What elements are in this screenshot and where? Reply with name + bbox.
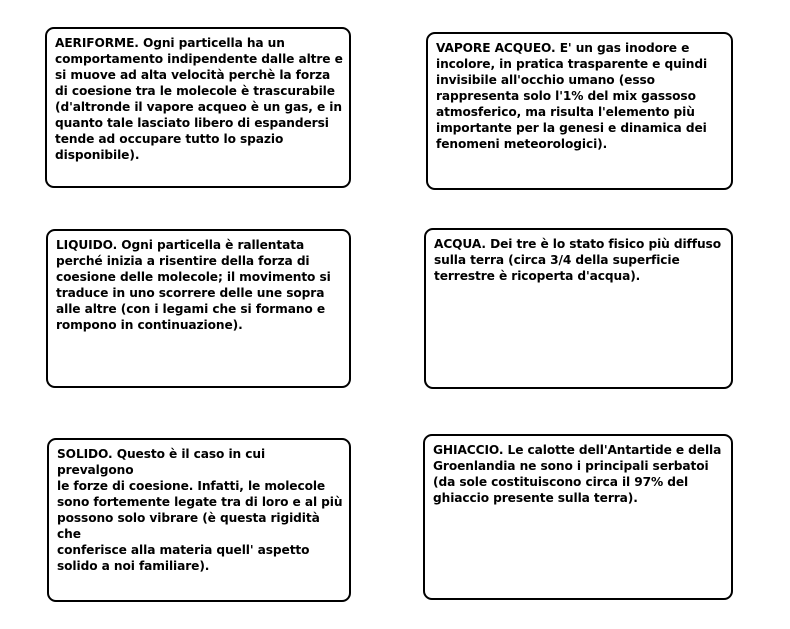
- solido-text: SOLIDO. Questo è il caso in cui prevalgono le forze di coesione. Infatti, le molecole sono fortemente legate tra di loro e al più possono solo vibrare (è questa rigidità che conferisce alla materia quell' aspetto solido a noi familiare).: [57, 447, 343, 573]
- ghiaccio-text: GHIACCIO. Le calotte dell'Antartide e della Groenlandia ne sono i principali serbatoi (da sole costituiscono circa il 97% del ghiaccio presente sulla terra).: [433, 443, 722, 505]
- solido-card: [47, 438, 351, 602]
- aeriforme-text: AERIFORME. Ogni particella ha un comportamento indipendente dalle altre e si muove ad alta velocità perchè la forza di coesione tra le molecole è trascurabile (d'altronde il vapore acqueo è un gas, e in quanto tale lasciato libero di espandersi tende ad occupare tutto lo spazio disponibile).: [55, 36, 343, 162]
- acqua-text: ACQUA. Dei tre è lo stato fisico più diffuso sulla terra (circa 3/4 della superficie terrestre è ricoperta d'acqua).: [434, 237, 721, 283]
- vapore-acqueo-card: [426, 32, 733, 190]
- vapore-acqueo-text: VAPORE ACQUEO. E' un gas inodore e incolore, in pratica trasparente e quindi invisibile all'occhio umano (esso rappresenta solo l'1% del mix gassoso atmosferico, ma risulta l'elemento più importante per la genesi e dinamica dei fenomeni meteorologici).: [436, 41, 708, 151]
- liquido-text: LIQUIDO. Ogni particella è rallentata perché inizia a risentire della forza di coesione delle molecole; il movimento si traduce in uno scorrere delle une sopra alle altre (con i legami che si formano e rompono in continuazione).: [56, 238, 331, 332]
- aeriforme-card: [45, 27, 351, 188]
- acqua-card: [424, 228, 733, 389]
- liquido-card: [46, 229, 351, 388]
- ghiaccio-card: [423, 434, 733, 600]
